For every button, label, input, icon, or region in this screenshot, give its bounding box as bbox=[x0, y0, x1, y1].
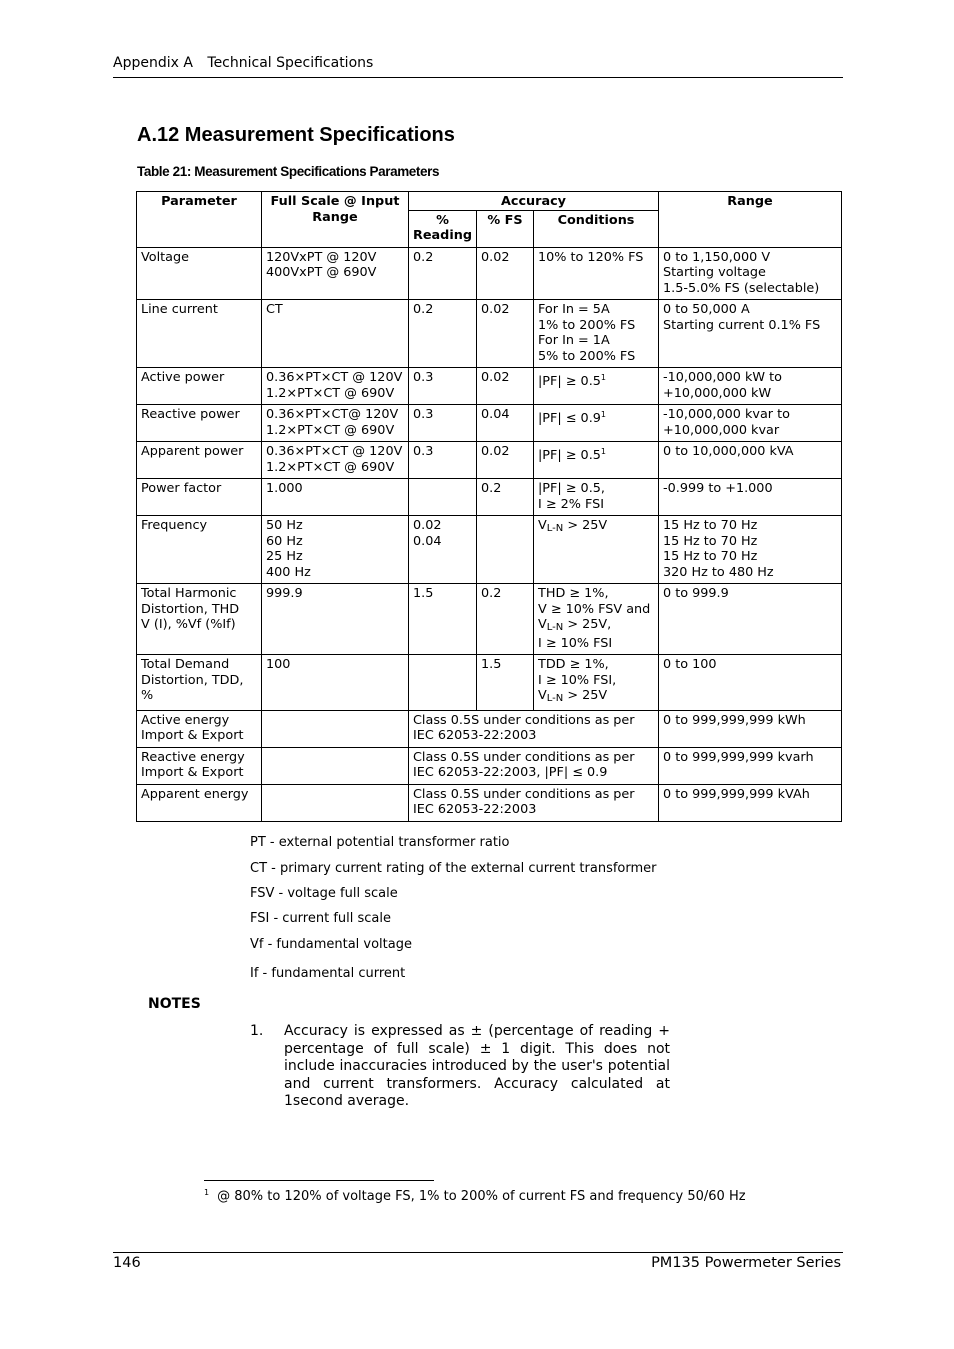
note-item bbox=[250, 1023, 670, 1111]
cell-full-scale-line: 999.9 bbox=[266, 586, 303, 601]
cell-range-line: 0 to 999,999,999 kWh bbox=[663, 712, 806, 728]
table-row bbox=[137, 584, 842, 655]
cell-range-line: 0 to 10,000,000 kVA bbox=[663, 444, 794, 459]
cell-range-line: 0 to 1,150,000 V bbox=[663, 249, 771, 265]
cell-range-line: 0 to 50,000 A bbox=[663, 302, 750, 317]
page-footer bbox=[113, 1252, 843, 1275]
cell-accuracy-line: IEC 62053-22:2003 bbox=[413, 802, 537, 817]
cell-range-line: -10,000,000 kvar to bbox=[663, 407, 790, 422]
cell-parameter-line: Line current bbox=[141, 302, 218, 317]
cell-fs-line: 0.02 bbox=[481, 444, 510, 459]
cell-parameter bbox=[137, 784, 262, 821]
cell-parameter bbox=[137, 516, 262, 584]
table-row bbox=[137, 442, 842, 479]
cell-accuracy-line: Class 0.5S under conditions as per bbox=[413, 786, 635, 802]
cell-parameter-line: Apparent energy bbox=[141, 786, 249, 802]
cell-full-scale bbox=[262, 247, 409, 300]
cell-parameter-line: Distortion, THD bbox=[141, 601, 240, 617]
cell-conditions bbox=[534, 479, 659, 516]
cell-parameter bbox=[137, 655, 262, 711]
cell-reading bbox=[409, 247, 477, 300]
cell-full-scale bbox=[262, 479, 409, 516]
cell-range-line: 0 to 999,999,999 kVAh bbox=[663, 786, 810, 802]
cell-reading bbox=[409, 368, 477, 405]
header-appendix: Appendix A bbox=[113, 55, 193, 71]
cell-range-line: 1.5-5.0% FS (selectable) bbox=[663, 280, 820, 296]
cell-accuracy-line: Class 0.5S under conditions as per bbox=[413, 749, 635, 765]
cell-full-scale bbox=[262, 442, 409, 479]
cell-accuracy-line: IEC 62053-22:2003, |PF| ≤ 0.9 bbox=[413, 765, 608, 780]
cell-conditions-line: 10% to 120% FS bbox=[538, 249, 644, 265]
cell-fs bbox=[477, 584, 534, 655]
cell-conditions bbox=[534, 405, 659, 442]
table-caption: Table 21: Measurement Specifications Parameters bbox=[137, 164, 440, 179]
cell-reading bbox=[409, 442, 477, 479]
cell-parameter-line: Active power bbox=[141, 370, 225, 385]
cell-conditions-line: 5% to 200% FS bbox=[538, 348, 636, 364]
cell-range bbox=[659, 655, 842, 711]
footnote-text: @ 80% to 120% of voltage FS, 1% to 200% of current FS and frequency 50/60 Hz bbox=[217, 1189, 746, 1204]
cell-parameter-line: Voltage bbox=[141, 249, 190, 265]
cell-range bbox=[659, 247, 842, 300]
cell-range bbox=[659, 747, 842, 784]
cell-conditions-line: I ≥ 2% FSI bbox=[538, 496, 605, 512]
cell-range bbox=[659, 405, 842, 442]
header-reading: % Reading bbox=[409, 210, 477, 247]
cell-full-scale bbox=[262, 584, 409, 655]
cell-reading-line: 0.3 bbox=[413, 444, 434, 459]
cell-full-scale-line: 0.36×PT×CT @ 120V bbox=[266, 370, 403, 385]
cell-reading-line: 0.02 bbox=[413, 518, 442, 533]
cell-full-scale bbox=[262, 300, 409, 368]
cell-range bbox=[659, 300, 842, 368]
cell-full-scale-line: 400VxPT @ 690V bbox=[266, 265, 377, 280]
cell-full-scale-line: 0.36×PT×CT @ 120V bbox=[266, 444, 403, 459]
cell-conditions-line: I ≥ 10% FSI, bbox=[538, 672, 617, 688]
cell-range-line: 320 Hz to 480 Hz bbox=[663, 564, 774, 580]
cell-range bbox=[659, 710, 842, 747]
cell-conditions-line: V ≥ 10% FSV and bbox=[538, 601, 651, 617]
cell-parameter bbox=[137, 247, 262, 300]
definition-item: CT - primary current rating of the external current transformer bbox=[250, 861, 657, 876]
cell-parameter bbox=[137, 405, 262, 442]
cell-conditions-line: $|PF| \le 0.9^1$ bbox=[538, 410, 607, 426]
table-row bbox=[137, 300, 842, 368]
cell-full-scale-line: 100 bbox=[266, 657, 291, 672]
cell-full-scale-line: 120VxPT @ 120V bbox=[266, 249, 377, 265]
cell-full-scale bbox=[262, 784, 409, 821]
page-number: 146 bbox=[113, 1255, 141, 1271]
header-range: Range bbox=[659, 192, 842, 248]
cell-parameter-line: Power factor bbox=[141, 481, 222, 496]
footnote-divider bbox=[204, 1180, 434, 1181]
cell-conditions-line: |PF| ≥ 0.5, bbox=[538, 481, 605, 496]
cell-full-scale bbox=[262, 655, 409, 711]
cell-range bbox=[659, 368, 842, 405]
cell-accuracy bbox=[409, 710, 659, 747]
definition-item: FSV - voltage full scale bbox=[250, 886, 398, 901]
cell-fs-line: 0.02 bbox=[481, 249, 510, 265]
cell-full-scale-line: 1.2×PT×CT @ 690V bbox=[266, 459, 395, 475]
cell-parameter-line: Import & Export bbox=[141, 765, 244, 780]
cell-reading-line: 0.2 bbox=[413, 302, 434, 317]
table-row bbox=[137, 516, 842, 584]
cell-conditions-line: For In = 5A bbox=[538, 302, 610, 317]
cell-full-scale bbox=[262, 747, 409, 784]
cell-parameter bbox=[137, 442, 262, 479]
cell-conditions bbox=[534, 300, 659, 368]
cell-fs-line: 0.04 bbox=[481, 407, 510, 422]
table-row bbox=[137, 655, 842, 711]
cell-reading bbox=[409, 655, 477, 711]
cell-fs bbox=[477, 442, 534, 479]
cell-parameter bbox=[137, 368, 262, 405]
cell-full-scale-line: 1.000 bbox=[266, 481, 303, 496]
table-row bbox=[137, 479, 842, 516]
cell-fs bbox=[477, 479, 534, 516]
cell-conditions-line: For In = 1A bbox=[538, 333, 610, 348]
cell-fs bbox=[477, 516, 534, 584]
cell-conditions-line: $|PF| \ge 0.5^1$ bbox=[538, 373, 607, 389]
cell-fs bbox=[477, 655, 534, 711]
definition-item: If - fundamental current bbox=[250, 966, 406, 981]
cell-accuracy bbox=[409, 784, 659, 821]
cell-conditions-line: THD ≥ 1%, bbox=[538, 586, 609, 601]
cell-parameter-line: Apparent power bbox=[141, 444, 244, 459]
table-row bbox=[137, 247, 842, 300]
note-text: Accuracy is expressed as ± (percentage of reading + percentage of full scale) ± 1 digit. This does not include inaccuracies introduced by the user's potential and current transformers. Accuracy calculated at 1second average. bbox=[284, 1023, 670, 1109]
cell-fs-line: 0.02 bbox=[481, 370, 510, 385]
cell-full-scale-line: 60 Hz bbox=[266, 533, 303, 549]
cell-range-line: 0 to 100 bbox=[663, 657, 717, 672]
cell-range bbox=[659, 516, 842, 584]
cell-parameter-line: Total Demand bbox=[141, 657, 230, 672]
header-fs: % FS bbox=[477, 210, 534, 247]
cell-full-scale bbox=[262, 368, 409, 405]
cell-full-scale-line: 1.2×PT×CT @ 690V bbox=[266, 422, 395, 438]
cell-fs bbox=[477, 368, 534, 405]
definition-item: Vf - fundamental voltage bbox=[250, 937, 412, 952]
cell-range-line: -10,000,000 kW to bbox=[663, 370, 782, 385]
cell-full-scale-line: 400 Hz bbox=[266, 564, 311, 580]
cell-conditions bbox=[534, 584, 659, 655]
cell-conditions bbox=[534, 442, 659, 479]
cell-fs bbox=[477, 300, 534, 368]
cell-parameter-line: Active energy bbox=[141, 712, 230, 728]
cell-fs-line: 0.2 bbox=[481, 481, 502, 496]
cell-range-line: 15 Hz to 70 Hz bbox=[663, 549, 758, 564]
cell-parameter-line: Import & Export bbox=[141, 728, 244, 743]
cell-range-line: Starting voltage bbox=[663, 265, 766, 280]
header-accuracy: Accuracy bbox=[409, 192, 659, 211]
cell-reading bbox=[409, 584, 477, 655]
cell-parameter-line: Reactive power bbox=[141, 407, 240, 422]
cell-parameter-line: % bbox=[141, 688, 154, 703]
cell-range-line: 0 to 999.9 bbox=[663, 586, 729, 601]
cell-reading bbox=[409, 516, 477, 584]
cell-conditions-line: TDD ≥ 1%, bbox=[538, 657, 609, 672]
cell-accuracy bbox=[409, 747, 659, 784]
cell-range bbox=[659, 479, 842, 516]
cell-range-line: -0.999 to +1.000 bbox=[663, 481, 773, 496]
cell-full-scale bbox=[262, 405, 409, 442]
cell-reading-line: 1.5 bbox=[413, 586, 434, 601]
cell-conditions bbox=[534, 655, 659, 711]
cell-reading-line: 0.04 bbox=[413, 533, 442, 549]
cell-full-scale-line: 1.2×PT×CT @ 690V bbox=[266, 385, 395, 401]
cell-conditions-line: $V_{L-N} > 25V$ bbox=[538, 518, 608, 534]
cell-parameter-line: Frequency bbox=[141, 518, 208, 533]
measurement-spec-table bbox=[136, 191, 842, 822]
cell-reading bbox=[409, 405, 477, 442]
series-name: PM135 Powermeter Series bbox=[651, 1255, 841, 1271]
footnote-mark: 1 bbox=[204, 1188, 210, 1197]
cell-full-scale-line: CT bbox=[266, 302, 283, 317]
table-body bbox=[137, 247, 842, 821]
table-row bbox=[137, 784, 842, 821]
page-header bbox=[113, 55, 843, 78]
table-row bbox=[137, 710, 842, 747]
cell-range-line: 15 Hz to 70 Hz bbox=[663, 533, 758, 549]
section-title: A.12 Measurement Specifications bbox=[137, 124, 455, 146]
cell-conditions-line: $V_{L-N} > 25V$ bbox=[538, 688, 608, 704]
cell-conditions bbox=[534, 516, 659, 584]
cell-full-scale bbox=[262, 516, 409, 584]
cell-accuracy-line: IEC 62053-22:2003 bbox=[413, 728, 537, 743]
cell-range-line: 15 Hz to 70 Hz bbox=[663, 518, 758, 533]
note-number: 1. bbox=[250, 1023, 264, 1039]
cell-parameter-line: Reactive energy bbox=[141, 749, 245, 765]
cell-fs-line: 0.2 bbox=[481, 586, 502, 601]
cell-conditions-line: 1% to 200% FS bbox=[538, 317, 636, 333]
cell-parameter-line: V (I), %Vf (%If) bbox=[141, 617, 236, 632]
cell-parameter bbox=[137, 300, 262, 368]
cell-fs bbox=[477, 405, 534, 442]
header-conditions: Conditions bbox=[534, 210, 659, 247]
cell-parameter bbox=[137, 479, 262, 516]
cell-full-scale-line: 50 Hz bbox=[266, 518, 303, 533]
cell-fs bbox=[477, 247, 534, 300]
cell-parameter bbox=[137, 584, 262, 655]
cell-range-line: +10,000,000 kvar bbox=[663, 422, 780, 438]
table-row bbox=[137, 747, 842, 784]
notes-title: NOTES bbox=[148, 996, 201, 1012]
footnote bbox=[204, 1188, 746, 1204]
cell-conditions bbox=[534, 368, 659, 405]
cell-range bbox=[659, 784, 842, 821]
cell-range-line: 0 to 999,999,999 kvarh bbox=[663, 749, 814, 765]
cell-accuracy-line: Class 0.5S under conditions as per bbox=[413, 712, 635, 728]
cell-full-scale bbox=[262, 710, 409, 747]
cell-parameter bbox=[137, 747, 262, 784]
definition-item: PT - external potential transformer ratio bbox=[250, 835, 510, 850]
cell-conditions bbox=[534, 247, 659, 300]
header-title: Technical Specifications bbox=[207, 55, 374, 71]
cell-reading-line: 0.2 bbox=[413, 249, 434, 265]
cell-reading bbox=[409, 479, 477, 516]
cell-reading-line: 0.3 bbox=[413, 407, 434, 422]
cell-parameter-line: Distortion, TDD, bbox=[141, 672, 244, 688]
cell-range bbox=[659, 584, 842, 655]
definition-item: FSI - current full scale bbox=[250, 911, 391, 926]
cell-parameter bbox=[137, 710, 262, 747]
cell-reading bbox=[409, 300, 477, 368]
cell-full-scale-line: 0.36×PT×CT@ 120V bbox=[266, 407, 399, 422]
cell-range-line: +10,000,000 kW bbox=[663, 385, 772, 401]
cell-reading-line: 0.3 bbox=[413, 370, 434, 385]
cell-fs-line: 0.02 bbox=[481, 302, 510, 317]
cell-parameter-line: Total Harmonic bbox=[141, 586, 237, 601]
header-parameter: Parameter bbox=[137, 192, 262, 248]
table-row bbox=[137, 368, 842, 405]
cell-range bbox=[659, 442, 842, 479]
header-full-scale: Full Scale @ Input Range bbox=[262, 192, 409, 248]
cell-conditions-line: I ≥ 10% FSI bbox=[538, 635, 613, 651]
cell-conditions-line: $|PF| \ge 0.5^1$ bbox=[538, 447, 607, 463]
cell-conditions-line: $V_{L-N} > 25V$, bbox=[538, 617, 612, 633]
cell-fs-line: 1.5 bbox=[481, 657, 502, 672]
table-row bbox=[137, 405, 842, 442]
cell-full-scale-line: 25 Hz bbox=[266, 549, 303, 564]
cell-range-line: Starting current 0.1% FS bbox=[663, 317, 821, 333]
